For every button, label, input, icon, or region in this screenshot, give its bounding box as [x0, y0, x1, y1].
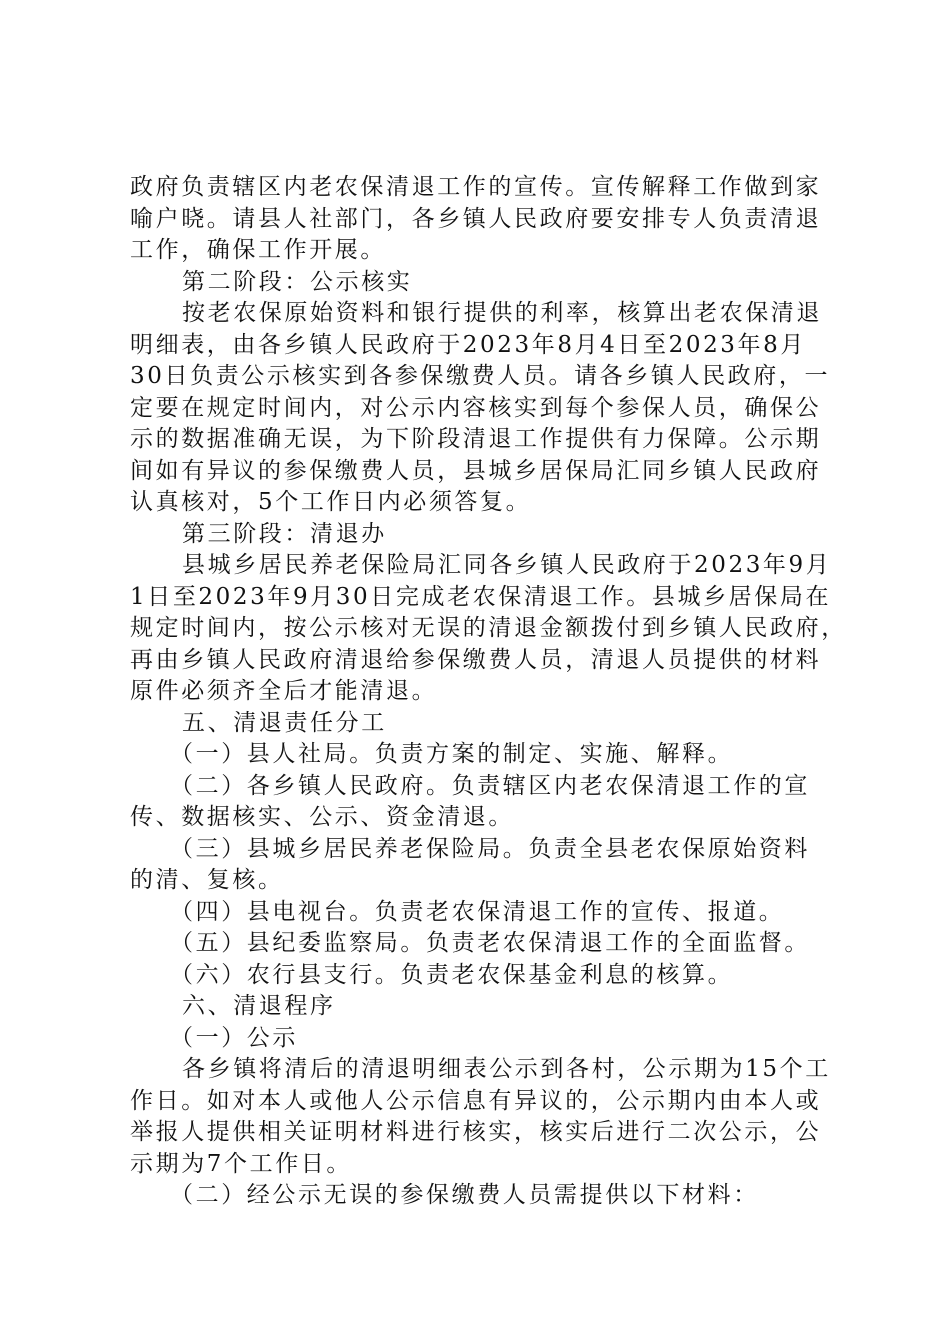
text-line: 工作，确保工作开展。: [130, 237, 386, 263]
text-line: 1日至2023年9月30日完成老农保清退工作。县城乡居保局在: [130, 583, 832, 610]
text-line: 各乡镇将清后的清退明细表公示到各村，公示期为15个工: [182, 1056, 831, 1082]
text-line: 定要在规定时间内，对公示内容核实到每个参保人员，确保公: [130, 394, 822, 421]
text-line: 间如有异议的参保缴费人员，县城乡居保局汇同乡镇人民政府: [130, 457, 822, 484]
text-line: 明细表，由各乡镇人民政府于2023年8月4日至2023年8月: [130, 331, 806, 358]
text-line: （四）县电视台。负责老农保清退工作的宣传、报道。: [170, 898, 785, 925]
text-line: 政府负责辖区内老农保清退工作的宣传。宣传解释工作做到家: [130, 174, 822, 200]
text-line: 按老农保原始资料和银行提供的利率，核算出老农保清退: [182, 300, 822, 326]
text-line: 的清、复核。: [130, 867, 284, 893]
text-line: （六）农行县支行。负责老农保基金利息的核算。: [170, 961, 734, 988]
text-line: 示的数据准确无误，为下阶段清退工作提供有力保障。公示期: [130, 426, 822, 452]
text-line: （二）经公示无误的参保缴费人员需提供以下材料：: [170, 1182, 759, 1208]
text-line: （二）各乡镇人民政府。负责辖区内老农保清退工作的宣: [170, 772, 810, 799]
text-line: 喻户晓。请县人社部门，各乡镇人民政府要安排专人负责清退: [130, 205, 822, 232]
text-line: 六、清退程序: [182, 993, 336, 1019]
text-line: 举报人提供相关证明材料进行核实，核实后进行二次公示，公: [130, 1119, 822, 1145]
text-line: 示期为7个工作日。: [130, 1150, 353, 1177]
document-body: [130, 172, 847, 1212]
text-line: （五）县纪委监察局。负责老农保清退工作的全面监督。: [170, 930, 810, 956]
text-line: 第三阶段：清退办: [182, 520, 387, 547]
text-line: 原件必须齐全后才能清退。: [130, 678, 438, 704]
text-line: 县城乡居民养老保险局汇同各乡镇人民政府于2023年9月: [182, 552, 832, 578]
text-line: （三）县城乡居民养老保险局。负责全县老农保原始资料: [170, 835, 810, 862]
text-line: 再由乡镇人民政府清退给参保缴费人员，清退人员提供的材料: [130, 646, 822, 673]
text-line: （一）县人社局。负责方案的制定、实施、解释。: [170, 741, 734, 767]
text-line: 传、数据核实、公示、资金清退。: [130, 804, 514, 830]
text-line: 30日负责公示核实到各参保缴费人员。请各乡镇人民政府，一: [130, 363, 831, 389]
text-line: 认真核对，5个工作日内必须答复。: [130, 489, 532, 515]
text-line: 作日。如对本人或他人公示信息有异议的，公示期内由本人或: [130, 1087, 822, 1114]
text-line: （一）公示: [170, 1024, 298, 1051]
text-line: 第二阶段：公示核实: [182, 268, 413, 295]
text-line: 规定时间内，按公示核对无误的清退金额拨付到乡镇人民政府，: [130, 615, 847, 641]
text-line: 五、清退责任分工: [182, 709, 387, 736]
